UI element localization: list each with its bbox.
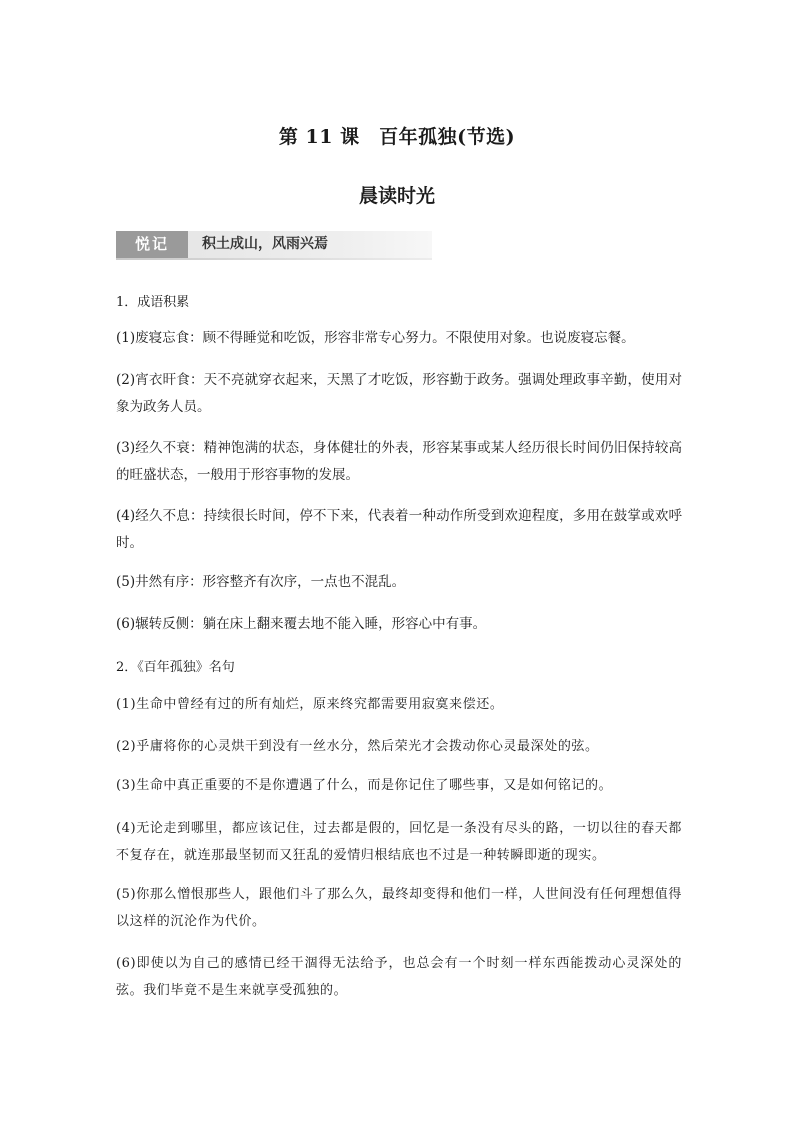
idiom-item: (1)废寝忘食：顾不得睡觉和吃饭，形容非常专心努力。不限使用对象。也说废寝忘餐。 — [116, 330, 635, 346]
section-subtitle: 晨读时光 — [358, 185, 435, 207]
idiom-item: (2)宵衣旰食：天不亮就穿衣起来，天黑了才吃饭，形容勤于政务。强调处理政事辛勤，使用对象为政务人员。 — [116, 372, 682, 415]
quote-item: (5)你那么憎恨那些人，跟他们斗了那么久，最终却变得和他们一样，人世间没有任何理想值得以这样的沉沦作为代价。 — [116, 887, 682, 929]
banner-text: 积土成山，风雨兴焉 — [202, 236, 328, 252]
quote-item: (4)无论走到哪里，都应该记住，过去都是假的，回忆是一条没有尽头的路，一切以往的春天都不复存在，就连那最坚韧而又狂乱的爱情归根结底也不过是一种转瞬即逝的现实。 — [116, 821, 682, 863]
idiom-item: (4)经久不息：持续很长时间，停不下来，代表着一种动作所受到欢迎程度，多用在鼓掌或欢呼时。 — [116, 508, 682, 551]
idiom-item: (6)辗转反侧：躺在床上翻来覆去地不能入睡，形容心中有事。 — [116, 616, 487, 632]
quote-item: (2)乎庸将你的心灵烘干到没有一丝水分，然后荣光才会拨动你心灵最深处的弦。 — [116, 739, 599, 754]
quote-item: (6)即使以为自己的感情已经干涸得无法给予，也总会有一个时刻一样东西能拨动心灵深处的弦。我们毕竟不是生来就享受孤独的。 — [116, 956, 682, 998]
quotes-section-heading: 2．《百年孤独》名句 — [116, 660, 235, 675]
banner-tag: 悦记 — [116, 231, 188, 258]
quote-item: (1)生命中曾经有过的所有灿烂，原来终究都需要用寂寞来偿还。 — [116, 697, 504, 712]
quote-item: (3)生命中真正重要的不是你遭遇了什么，而是你记住了哪些事，又是如何铭记的。 — [116, 778, 613, 793]
idiom-item: (3)经久不衰：精神饱满的状态，身体健壮的外表，形容某事或某人经历很长时间仍旧保持较高的旺盛状态，一般用于形容事物的发展。 — [116, 440, 682, 483]
banner — [116, 231, 432, 258]
idiom-item: (5)井然有序：形容整齐有次序，一点也不混乱。 — [116, 574, 406, 590]
lesson-title: 第 11 课 百年孤独(节选) — [278, 126, 516, 148]
idiom-section-heading: 1．成语积累 — [116, 295, 190, 310]
